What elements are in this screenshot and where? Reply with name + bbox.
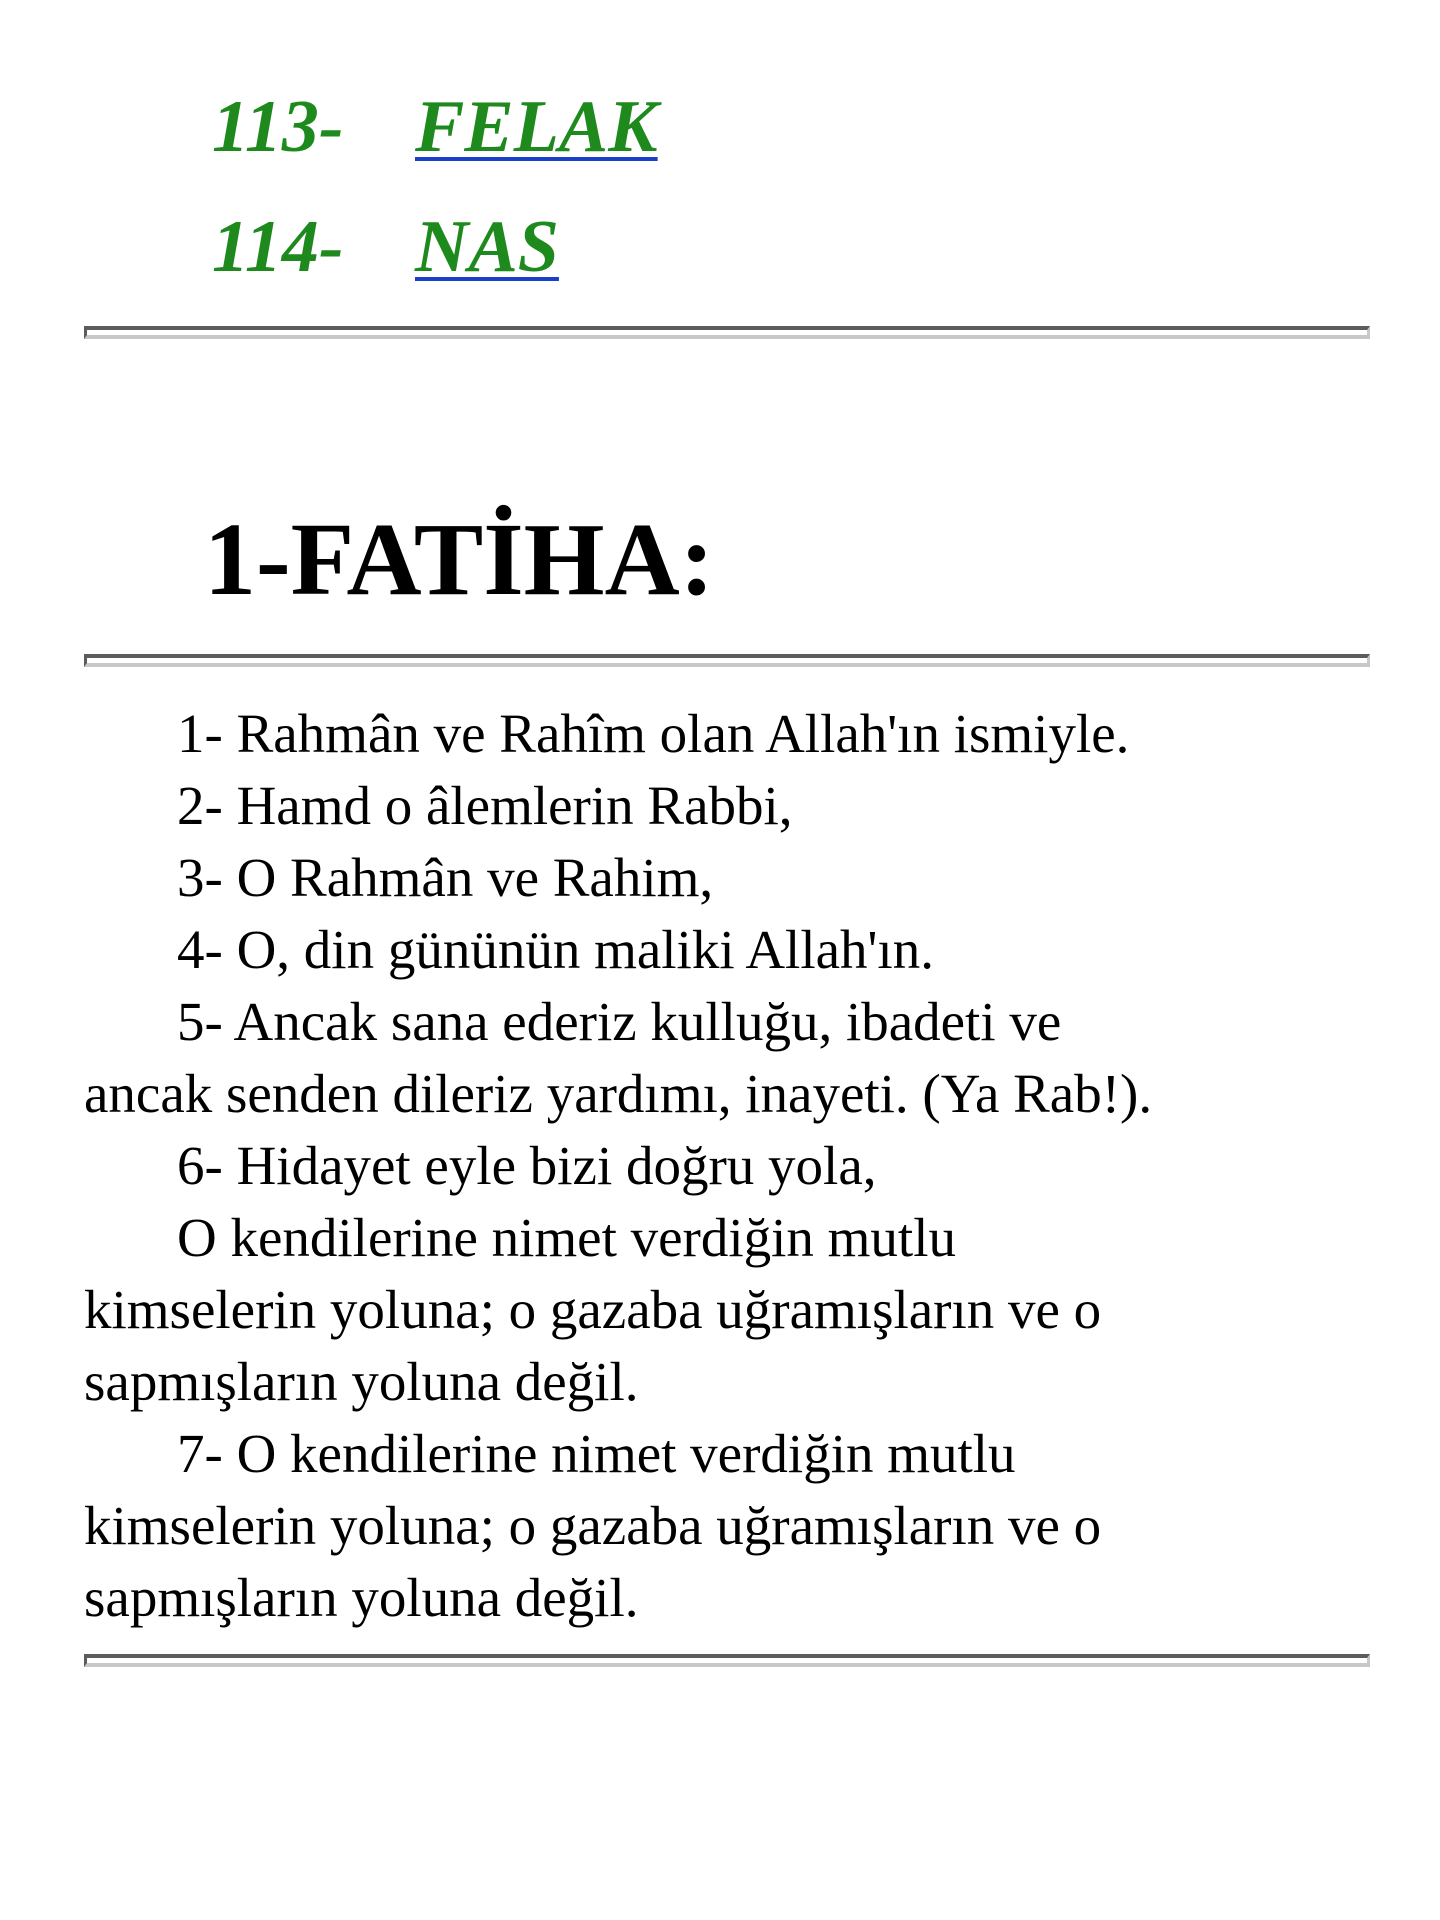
verse-line: 2- Hamd o âlemlerin Rabbi, bbox=[177, 775, 793, 836]
verse-5 bbox=[84, 986, 1384, 1130]
toc-entry-113 bbox=[212, 82, 658, 172]
verse-line: 6- Hidayet eyle bizi doğru yola, bbox=[177, 1135, 877, 1196]
verse-line: 7- O kendilerine nimet verdiğin mutlu bbox=[177, 1423, 1016, 1484]
verse-line: ancak senden dileriz yardımı, inayeti. (Ya Rab!). bbox=[84, 1063, 1153, 1124]
verse-line: kimselerin yoluna; o gazaba uğramışların ve o bbox=[84, 1495, 1102, 1556]
verse-7 bbox=[84, 1418, 1384, 1634]
verse-line: 1- Rahmân ve Rahîm olan Allah'ın ismiyle. bbox=[177, 703, 1130, 764]
verse-line: sapmışların yoluna değil. bbox=[84, 1567, 639, 1628]
verse-line: O kendilerine nimet verdiğin mutlu bbox=[177, 1207, 956, 1268]
verse-6-continued bbox=[84, 1202, 1384, 1418]
horizontal-divider bbox=[84, 1654, 1370, 1667]
verse-line: 5- Ancak sana ederiz kulluğu, ibadeti ve bbox=[177, 991, 1062, 1052]
toc-link-felak[interactable]: FELAK bbox=[415, 86, 658, 168]
verse-line: 3- O Rahmân ve Rahim, bbox=[177, 847, 714, 908]
verse-line: kimselerin yoluna; o gazaba uğramışların ve o bbox=[84, 1279, 1102, 1340]
toc-number: 114- bbox=[212, 206, 344, 288]
toc-entry-114 bbox=[212, 202, 559, 292]
horizontal-divider bbox=[84, 326, 1370, 339]
surah-title: 1-FATİHA: bbox=[204, 502, 715, 617]
verse-2 bbox=[84, 770, 1384, 842]
verse-1 bbox=[84, 698, 1384, 770]
verse-6 bbox=[84, 1130, 1384, 1202]
horizontal-divider bbox=[84, 654, 1370, 667]
toc-link-nas[interactable]: NAS bbox=[415, 206, 559, 288]
toc-number: 113- bbox=[212, 86, 344, 168]
verse-list bbox=[84, 698, 1384, 1634]
verse-line: sapmışların yoluna değil. bbox=[84, 1351, 639, 1412]
verse-4 bbox=[84, 914, 1384, 986]
verse-line: 4- O, din gününün maliki Allah'ın. bbox=[177, 919, 934, 980]
verse-3 bbox=[84, 842, 1384, 914]
